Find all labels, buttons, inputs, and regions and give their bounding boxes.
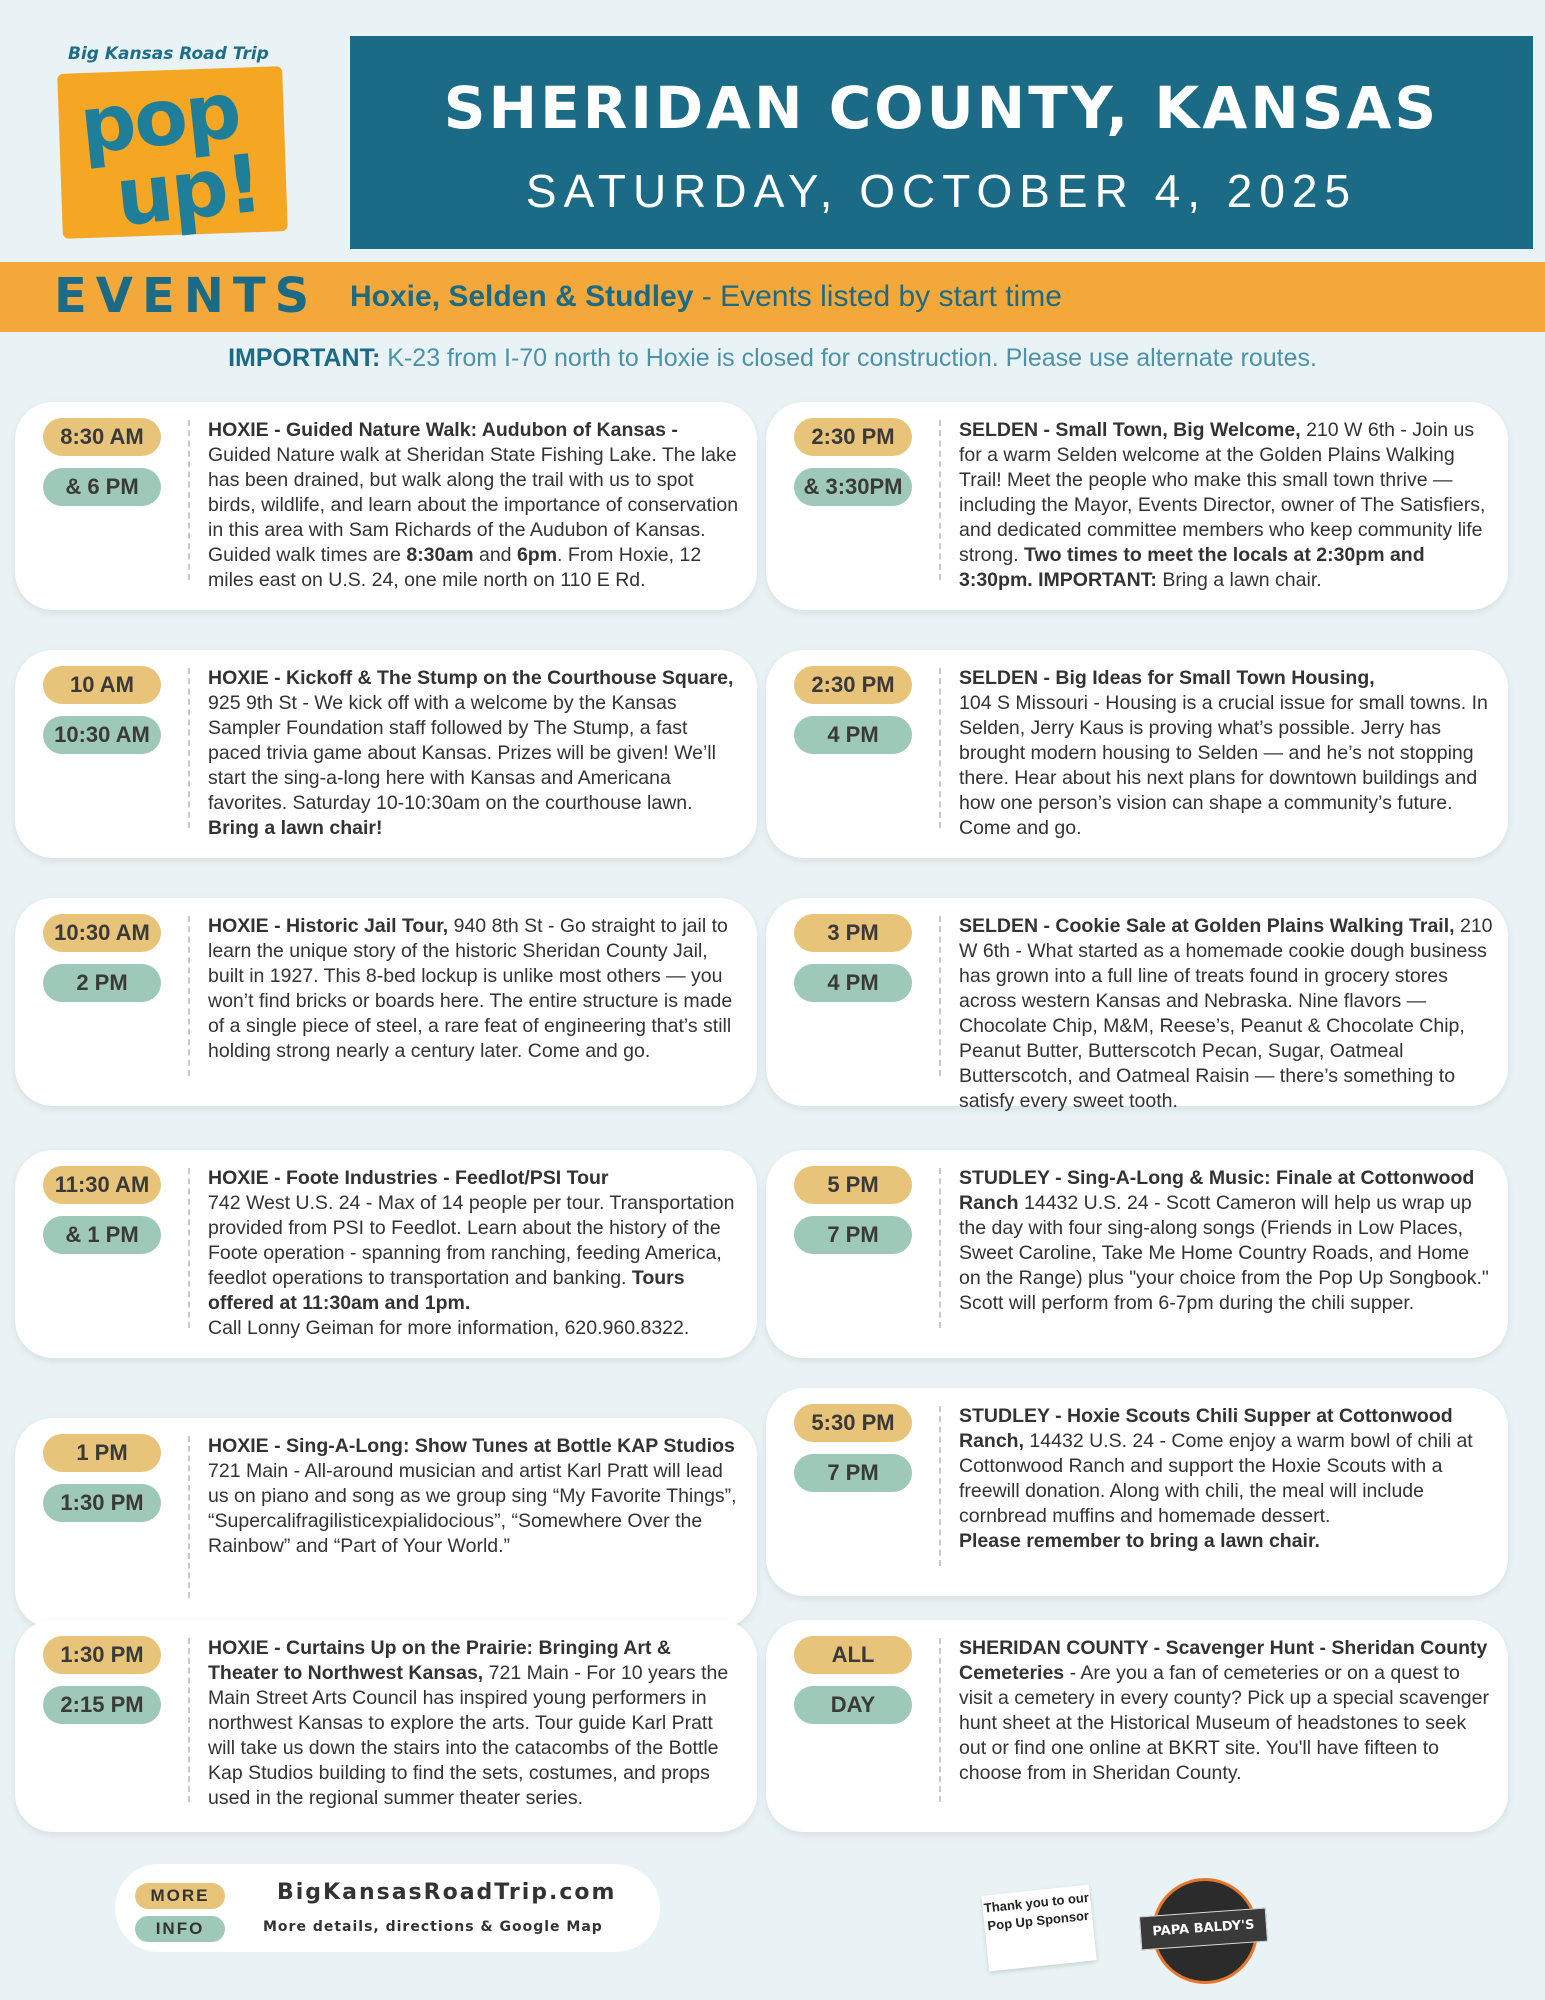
start-time-badge: 10 AM (43, 666, 161, 704)
event-description: HOXIE - Guided Nature Walk: Audubon of Kansas - Guided Nature walk at Sheridan State Fishing Lake. The lake has been drained, but walk along the trail with us to spot birds, wildlife, and learn about the importance of conservation in this area with Sam Richards of the Audubon of Kansas. Guided walk times are 8:30am and 6pm. From Hoxie, 12 miles east on U.S. 24, one mile north on 110 E Rd. (208, 419, 739, 591)
sponsor-name: PAPA BALDY'S (1139, 1908, 1268, 1951)
event-card-left-2 (15, 650, 757, 858)
start-time-badge: 8:30 AM (43, 418, 161, 456)
second-time-badge: 4 PM (794, 964, 912, 1002)
events-subtitle (350, 280, 1062, 314)
start-time-badge: 5:30 PM (794, 1404, 912, 1442)
pop-up-logo (50, 40, 310, 245)
event-description: HOXIE - Sing-A-Long: Show Tunes at Bottle KAP Studios 721 Main - All-around musician and artist Karl Pratt will lead us on piano and song as we group sing “My Favorite Things”, “Supercalifragilisticexpialidocious”, “Somewhere Over the Rainbow” and “Part of Your World.” (208, 1435, 737, 1557)
event-card-left-3 (15, 898, 757, 1106)
card-divider (188, 668, 190, 828)
event-card-right-4 (766, 1150, 1508, 1358)
second-time-badge: 4 PM (794, 716, 912, 754)
details-text: More details, directions & Google Map (263, 1919, 603, 1935)
start-time-badge: 1 PM (43, 1434, 161, 1472)
event-description: HOXIE - Historic Jail Tour, 940 8th St - Go straight to jail to learn the unique story of the historic Sheridan County Jail, built in 1927. This 8-bed lockup is unlike most others — you won’t find bricks or boards here. The entire structure is made of a single piece of steel, a rare feat of engineering that’s still holding strong nearly a century later. Come and go. (208, 915, 733, 1062)
card-divider (188, 916, 190, 1076)
second-time-badge: 2:15 PM (43, 1686, 161, 1724)
website-link[interactable]: BigKansasRoadTrip.com (277, 1880, 617, 1905)
more-pill: MORE (135, 1883, 225, 1909)
second-time-badge: & 3:30PM (794, 468, 912, 506)
event-description: HOXIE - Kickoff & The Stump on the Courthouse Square, 925 9th St - We kick off with a welcome by the Kansas Sampler Foundation staff followed by The Stump, a fast paced trivia game about Kansas. Prizes will be given! We’ll start the sing-a-long here with Kansas and Americana favorites. Saturday 10-10:30am on the courthouse lawn. Bring a lawn chair! (208, 667, 734, 839)
event-card-left-4 (15, 1150, 757, 1358)
logo-word-pop: pop (75, 65, 244, 173)
event-card-right-2 (766, 650, 1508, 858)
page-title: SHERIDAN COUNTY, KANSAS (443, 74, 1440, 142)
second-time-badge: & 6 PM (43, 468, 161, 506)
card-divider (188, 1436, 190, 1598)
logo-word-up: up! (111, 136, 266, 245)
second-time-badge: 10:30 AM (43, 716, 161, 754)
info-pill: INFO (135, 1916, 225, 1942)
event-description: STUDLEY - Sing-A-Long & Music: Finale at Cottonwood Ranch 14432 U.S. 24 - Scott Cameron will help us wrap up the day with four sing-along songs (Friends in Low Places, Sweet Caroline, Take Me Home Country Roads, and Home on the Range) plus "your choice from the Pop Up Songbook." Scott will perform from 6-7pm during the chili supper. (959, 1167, 1489, 1314)
start-time-badge: 2:30 PM (794, 666, 912, 704)
event-card-left-5 (15, 1418, 757, 1628)
start-time-badge: 2:30 PM (794, 418, 912, 456)
sponsor-thanks-note: Thank you to our Pop Up Sponsor (981, 1885, 1096, 1972)
event-card-right-6 (766, 1620, 1508, 1832)
second-time-badge: 2 PM (43, 964, 161, 1002)
event-description: SELDEN - Big Ideas for Small Town Housing, 104 S Missouri - Housing is a crucial issue for small towns. In Selden, Jerry Kaus is proving what’s possible. Jerry has brought modern housing to Selden — and he’s not stopping there. Hear about his next plans for downtown buildings and how one person’s vision can shape a community’s future. Come and go. (959, 667, 1488, 839)
second-time-badge: 7 PM (794, 1216, 912, 1254)
card-divider (939, 420, 941, 580)
event-description: HOXIE - Foote Industries - Feedlot/PSI Tour 742 West U.S. 24 - Max of 14 people per tour. Transportation provided from PSI to Feedlot. Learn about the history of the Foote operation - spanning from ranching, feeding America, feedlot operations to transportation and banking. Tours offered at 11:30am and 1pm. Call Lonny Geiman for more information, 620.960.8322. (208, 1167, 735, 1339)
event-description: SELDEN - Cookie Sale at Golden Plains Walking Trail, 210 W 6th - What started as a homemade cookie dough business has grown into a full line of treats found in grocery stores across western Kansas and Nebraska. Nine flavors — Chocolate Chip, M&M, Reese’s, Peanut & Chocolate Chip, Peanut Butter, Butterscotch Pecan, Sugar, Oatmeal Butterscotch, and Oatmeal Raisin — there’s something to satisfy every sweet tooth. (959, 915, 1493, 1112)
notice-label: IMPORTANT: (228, 344, 381, 372)
event-card-left-6 (15, 1620, 757, 1832)
event-card-left-1 (15, 402, 757, 610)
card-divider (188, 1638, 190, 1802)
start-time-badge: 10:30 AM (43, 914, 161, 952)
event-card-right-1 (766, 402, 1508, 610)
header-banner (350, 36, 1533, 249)
start-time-badge: 3 PM (794, 914, 912, 952)
subtitle-text: - Events listed by start time (693, 280, 1062, 313)
more-info-box[interactable] (115, 1864, 660, 1952)
card-divider (939, 1168, 941, 1328)
start-time-badge: 1:30 PM (43, 1636, 161, 1674)
start-time-badge: 5 PM (794, 1166, 912, 1204)
second-time-badge: DAY (794, 1686, 912, 1724)
start-time-badge: ALL (794, 1636, 912, 1674)
event-card-right-3 (766, 898, 1508, 1112)
second-time-badge: 7 PM (794, 1454, 912, 1492)
start-time-badge: 11:30 AM (43, 1166, 161, 1204)
towns-label: Hoxie, Selden & Studley (350, 280, 694, 313)
events-label: EVENTS (54, 268, 319, 324)
event-date: SATURDAY, OCTOBER 4, 2025 (525, 165, 1358, 217)
events-band (0, 262, 1545, 332)
logo-tagline: Big Kansas Road Trip (68, 44, 269, 64)
event-description: HOXIE - Curtains Up on the Prairie: Bringing Art & Theater to Northwest Kansas, 721 Main - For 10 years the Main Street Arts Council has inspired young performers in northwest Kansas to explore the arts. Tour guide Karl Pratt will take us down the stairs into the catacombs of the Bottle Kap Studios building to find the sets, costumes, and props used in the regional summer theater series. (208, 1637, 729, 1809)
event-description: STUDLEY - Hoxie Scouts Chili Supper at Cottonwood Ranch, 14432 U.S. 24 - Come enjoy a warm bowl of chili at Cottonwood Ranch and support the Hoxie Scouts with a freewill donation. Along with chili, the meal will include cornbread muffins and homemade dessert. Please remember to bring a lawn chair. (959, 1405, 1473, 1552)
road-notice (0, 344, 1545, 373)
event-card-right-5 (766, 1388, 1508, 1596)
card-divider (939, 1406, 941, 1566)
card-divider (188, 1168, 190, 1328)
card-divider (939, 916, 941, 1076)
event-description: SELDEN - Small Town, Big Welcome, 210 W 6th - Join us for a warm Selden welcome at the Golden Plains Walking Trail! Meet the people who make this small town thrive — including the Mayor, Events Director, owner of The Satisfiers, and dedicated committee members who keep community life strong. Two times to meet the locals at 2:30pm and 3:30pm. IMPORTANT: Bring a lawn chair. (959, 419, 1486, 591)
notice-text: K-23 from I-70 north to Hoxie is closed for construction. Please use alternate routes. (380, 344, 1317, 372)
card-divider (939, 1638, 941, 1802)
card-divider (188, 420, 190, 580)
event-description: SHERIDAN COUNTY - Scavenger Hunt - Sheridan County Cemeteries - Are you a fan of cemeteries or on a quest to visit a cemetery in every county? Pick up a special scavenger hunt sheet at the Historical Museum of headstones to seek out or find one online at BKRT site. You'll have fifteen to choose from in Sheridan County. (959, 1637, 1489, 1784)
card-divider (939, 668, 941, 828)
sponsor-logo (1140, 1878, 1265, 1980)
second-time-badge: & 1 PM (43, 1216, 161, 1254)
second-time-badge: 1:30 PM (43, 1484, 161, 1522)
